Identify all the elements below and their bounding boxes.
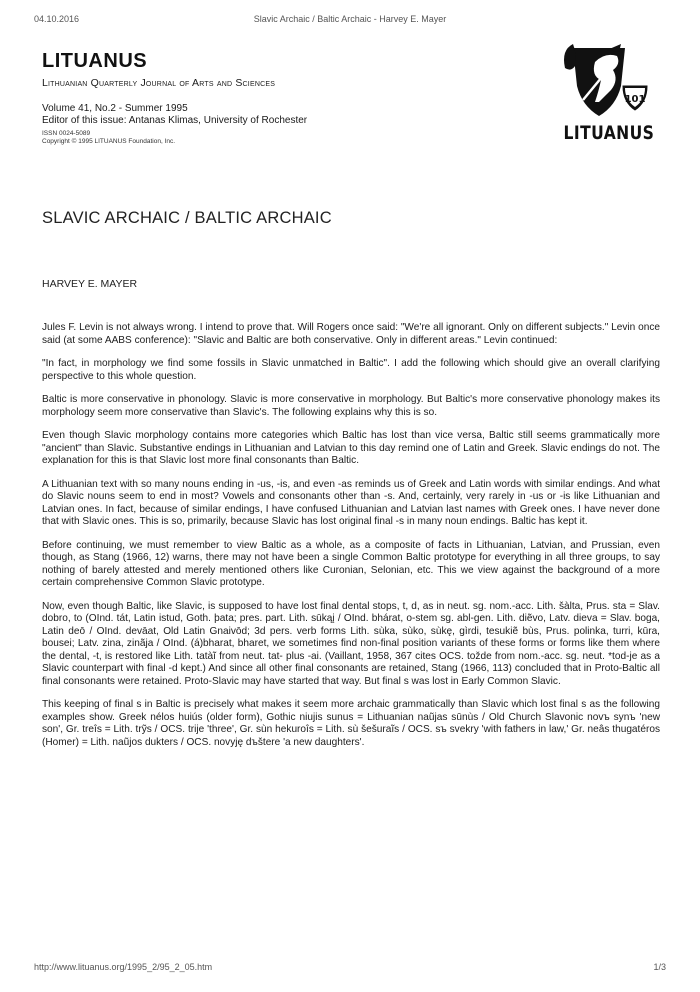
paragraph: "In fact, in morphology we find some fossils in Slavic unmatched in Baltic". I add the following which should give an overall clarifying perspective to this whole question. [42, 358, 660, 382]
article-title: SLAVIC ARCHAIC / BALTIC ARCHAIC [42, 209, 332, 227]
copyright-notice: Copyright © 1995 LITUANUS Foundation, Inc. [42, 138, 176, 145]
page-number: 1/3 [653, 962, 666, 972]
print-document-title: Slavic Archaic / Baltic Archaic - Harvey E. Mayer [253, 14, 447, 24]
paragraph: Baltic is more conservative in phonology. Slavic is more conservative in morphology. But Baltic's more conservative phonology makes its morphology seem more conservative than Slavic's. The following explains why this is so. [42, 394, 660, 418]
paragraph: Before continuing, we must remember to view Baltic as a whole, as a composite of facts in Lithuanian, Latvian, and Prussian, even though, as Stang (1966, 12) warns, there may not have been a single Common Baltic prototype for everything in all three groups, to say nothing of barely attested and merely mentioned others like Curonian, Selonian, etc. This we view against the background of a more certain comprehensive Common Slavic prototype. [42, 539, 660, 588]
print-header [34, 14, 666, 26]
paragraph: Jules F. Levin is not always wrong. I intend to prove that. Will Rogers once said: "We're all ignorant. Only on different subjects." Levin once said (at some AABS conference): "Slavic and Baltic are both conservative. Only in different areas." Levin continued: [42, 322, 660, 346]
journal-title: LITUANUS [42, 50, 148, 72]
journal-masthead [42, 50, 522, 145]
print-date: 04.10.2016 [34, 14, 80, 24]
logo-badge-number: 101 [624, 94, 646, 105]
paragraph: Now, even though Baltic, like Slavic, is supposed to have lost final dental stops, t, d, as in neut. sg. nom.-acc. Lith. šàlta, Prus. sta = Slav. dobro, to (OInd. tát, Latin istud, Goth. þata; pres. part. Lith. sūkąį / OInd. bhárat, o-stem sg. abl-gen. Lith. diẽvo, Latv. dieva = Slav. boga, Latin deō / OInd. devāat, Old Latin Gnaivōd; 3d pers. verb forms Lith. sùka, sùko, sùkę, gìrdi, tesukiẽ bùs, Prus. polinka, turri, kūra, bousei; Latv. zina, zinãja / OInd. (á)bharat, bharet, we sometimes find non-final position variants of these forms or forms like them where the dental, -t, is restored like Lith. tatàĩ from neut. tat- plus -ai. (Vaillant, 1958, 367 cites OCS. tožde from nom.-acc. sg. neut. *tod-je as a Slavic counterpart with final -d kept.) And since all other final consonants are retained, Stang (1966, 113) concluded that in Proto-Baltic all final consonants were retained. Proto-Slavic may have started that way. But final s was lost in Early Common Slavic. [42, 600, 660, 687]
paragraph: Even though Slavic morphology contains more categories which Baltic has lost than vice versa, Baltic still seems grammatically more "ancient" than Slavic. Substantive endings in Lithuanian and Latvian to this day remind one of Latin and Greek. Slavic endings do not. The explanation for this is that Slavic lost more final consonants than Baltic. [42, 430, 660, 466]
issue-volume: Volume 41, No.2 - Summer 1995 [42, 103, 188, 114]
logo-wordmark: LITUANUS [563, 122, 655, 144]
issn: ISSN 0024-5089 [42, 130, 91, 137]
page-url[interactable]: http://www.lituanus.org/1995_2/95_2_05.htm [34, 962, 213, 972]
article-author: HARVEY E. MAYER [42, 278, 138, 290]
lituanus-knight-shield-icon [559, 42, 655, 120]
print-footer [34, 962, 666, 974]
lituanus-logo [554, 42, 660, 144]
journal-subtitle: Lithuanian Quarterly Journal of Arts and Sciences [42, 77, 276, 89]
article-body [42, 322, 660, 760]
issue-editor: Editor of this issue: Antanas Klimas, University of Rochester [42, 115, 308, 126]
paragraph: This keeping of final s in Baltic is precisely what makes it seem more archaic grammatically than Slavic which lost final s as the following examples show. Greek nélos huiús (older form), Gothic niujis sunus = Lithuanian naũjas sūnùs / Old Church Slavonic novъ synъ 'new son', Gr. treîs = Lith. trỹs / OCS. trije 'three', Gr. sùn hekuroîs = Lith. sù šešuraĩs / OCS. sъ svekry 'with fathers in law,' Gr. neâs thugatéros (Homer) = Lith. naũjos dukters / OCS. novyję dъštere 'a new daughters'. [42, 699, 660, 748]
paragraph: A Lithuanian text with so many nouns ending in -us, -is, and even -as reminds us of Greek and Latin words with similar endings. And what do Slavic nouns seem to end in most? Vowels and consonants other than -s. And, certainly, very rarely in -us or -is like Lithuanian and Latvian ones. In fact, because of similar endings, I have confused Lithuanian and Latvian last names with Greek ones. I have never done that with Slavic ones. This is so, primarily, because Slavic has lost original final -s in many noun endings. Baltic has kept it. [42, 478, 660, 527]
